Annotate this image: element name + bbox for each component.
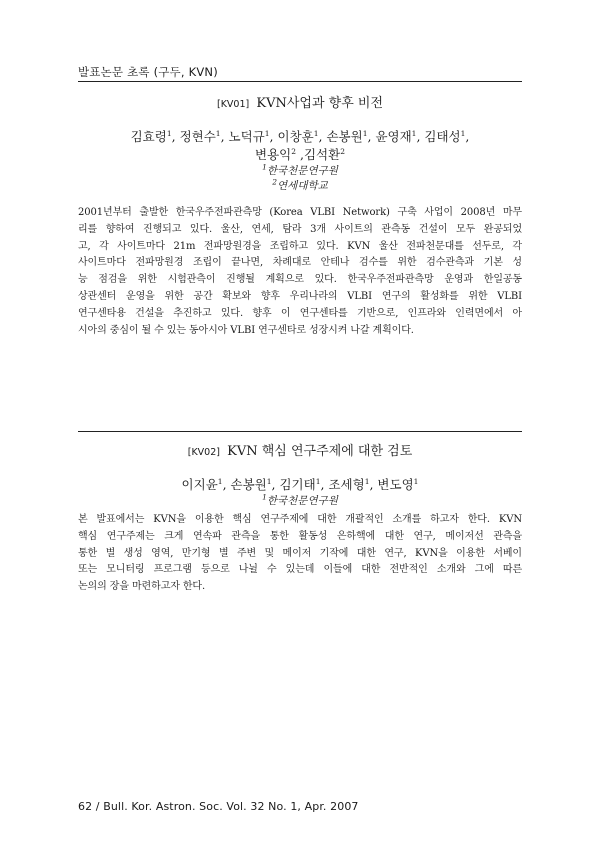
page-footer: 62 / Bull. Kor. Astron. Soc. Vol. 32 No. 1, Apr. 2007 bbox=[78, 800, 359, 813]
author: 윤영재$^1$ bbox=[375, 128, 417, 144]
abstract-kv01 bbox=[78, 95, 522, 194]
author: 노덕규$^1$ bbox=[228, 128, 270, 144]
abstract-title-text: KVN 핵심 연구주제에 대한 검토 bbox=[227, 444, 413, 459]
author: 이지윤$^1$ bbox=[181, 476, 223, 492]
abstract-body: 2001년부터 출발한 한국우주전파관측망 (Korea VLBI Network) 구축 사업이 2008년 마무 리를 향하여 진행되고 있다. 울산, 연세, 탐라 3개 사이트의 관측동 건설이 모두 완공되었 고, 각 사이트마다 21m 전파망원경을 조립하고 있다. KVN 울산 전파천문대를 선두로, 각 사이트마다 전파망원경 조립이 끝나면, 차례대로 안테나 검수를 위한 검수관측과 기본 성 능 점검을 위한 시험관측이 진행될 계획으로 있다. 한국우주전파관측망 운영과 한일공동 상관센터 운영을 위한 공간 확보와 향후 우리나라의 VLBI 연구의 활성화를 위한 VLBI 연구센타용 건설을 추진하고 있다. 향후 이 연구센타를 기반으로, 인프라와 인력면에서 아 시아의 중심이 될 수 있는 동아시아 VLBI 연구센타로 성장시켜 나갈 계획이다. bbox=[78, 207, 522, 336]
abstract-kv02 bbox=[78, 443, 522, 509]
section-header: 발표논문 초록 (구두, KVN) bbox=[78, 65, 218, 79]
author-list-continued: 변용익$^2$ ,김석환$^2$ bbox=[255, 146, 345, 162]
author: 김기태$^1$ bbox=[279, 476, 321, 492]
author-list: 이지윤$^1$, 손봉원$^1$, 김기태$^1$, 조세형$^1$, 변도영$^1$ bbox=[181, 476, 419, 492]
author: 조세형$^1$ bbox=[328, 476, 370, 492]
author: 김효령$^1$ bbox=[130, 128, 172, 144]
author: 손봉원$^1$ bbox=[326, 128, 368, 144]
abstract-title bbox=[78, 443, 522, 462]
header-rule bbox=[78, 81, 522, 82]
author: 김석환$^2$ bbox=[303, 146, 345, 162]
affiliation: $^1$한국천문연구원 bbox=[262, 492, 338, 507]
author: 정현수$^1$ bbox=[179, 128, 221, 144]
author: 김태성$^1$ bbox=[424, 128, 466, 144]
abstract-title bbox=[78, 95, 522, 114]
section-divider bbox=[78, 431, 522, 432]
affiliation: $^2$연세대학교 bbox=[272, 177, 328, 192]
author: 이창훈$^1$ bbox=[277, 128, 319, 144]
affiliation: $^1$한국천문연구원 bbox=[262, 162, 338, 177]
abstract-code: [KV02] bbox=[187, 447, 220, 458]
author-list: 김효령$^1$, 정현수$^1$, 노덕규$^1$, 이창훈$^1$, 손봉원$^1$, 윤영재$^1$, 김태성$^1$, bbox=[130, 128, 470, 144]
abstract-code: [KV01] bbox=[216, 99, 250, 110]
abstract-title-text: KVN사업과 향후 비전 bbox=[256, 96, 384, 111]
author: 변도영$^1$ bbox=[377, 476, 419, 492]
author: 손봉원$^1$ bbox=[230, 476, 272, 492]
abstract-body: 본 발표에서는 KVN을 이용한 핵심 연구주제에 대한 개괄적인 소개를 하고자 한다. KVN 핵심 연구주제는 크게 연속파 관측을 통한 활동성 은하핵에 대한 연구, 메이저선 관측을 통한 별 생성 영역, 만기형 별 주변 및 메이저 기작에 대한 연구, KVN을 이용한 서베이 또는 모니터링 프로그램 등으로 나뉠 수 있는데 이들에 대한 전반적인 소개와 그에 따른 논의의 장을 마련하고자 한다. bbox=[78, 514, 522, 593]
author: 변용익$^2$ bbox=[255, 146, 297, 162]
